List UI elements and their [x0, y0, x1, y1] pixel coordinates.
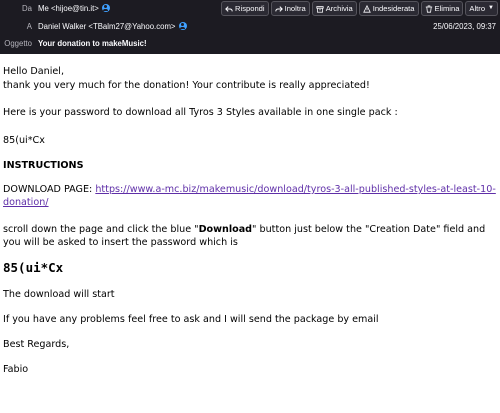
- message-date: 25/06/2023, 09:37: [433, 22, 496, 31]
- password-mono: 85(ui*Cx: [3, 260, 64, 275]
- greeting: Hello Daniel,: [3, 66, 64, 77]
- scroll-instructions: [3, 224, 497, 249]
- reply-label: Rispondi: [235, 4, 265, 13]
- message-toolbar: [221, 1, 498, 17]
- forward-button[interactable]: [271, 1, 310, 16]
- delete-button[interactable]: [421, 1, 464, 16]
- archive-label: Archivia: [325, 4, 353, 13]
- archive-icon: [316, 5, 324, 13]
- more-label: Altro: [469, 4, 486, 13]
- scroll-before: scroll down the page and click the blue ": [3, 224, 199, 235]
- junk-icon: [363, 5, 371, 13]
- subject-value: Your donation to makeMusic!: [38, 39, 147, 48]
- chevron-down-icon: ▼: [488, 5, 494, 11]
- download-start: The download will start: [3, 289, 115, 300]
- junk-label: Indesiderata: [372, 4, 415, 13]
- download-label: DOWNLOAD PAGE:: [3, 184, 96, 195]
- download-link[interactable]: https://www.a-mc.biz/makemusic/download/tyros-3-all-published-styles-at-least-10-donation/: [3, 184, 496, 208]
- thanks-line: thank you very much for the donation! Your contribute is really appreciated!: [3, 80, 370, 91]
- download-line: [3, 184, 497, 209]
- to-row: [0, 18, 500, 36]
- subject-row: [0, 35, 500, 53]
- to-address[interactable]: Daniel Walker <TBalm27@Yahoo.com>: [38, 22, 176, 31]
- from-value[interactable]: [38, 0, 110, 18]
- reply-icon: [225, 5, 233, 13]
- more-button[interactable]: [465, 1, 498, 16]
- regards: Best Regards,: [3, 339, 70, 350]
- junk-button[interactable]: [359, 1, 419, 16]
- forward-label: Inoltra: [284, 4, 306, 13]
- contact-icon[interactable]: [179, 22, 187, 30]
- forward-icon: [275, 5, 283, 13]
- to-label: A: [26, 22, 32, 31]
- password-plain: 85(ui*Cx: [3, 135, 45, 146]
- from-label: Da: [22, 4, 32, 13]
- archive-button[interactable]: [312, 1, 357, 16]
- trash-icon: [425, 5, 433, 13]
- contact-icon[interactable]: [102, 4, 110, 12]
- signature: Fabio: [3, 364, 29, 375]
- problems-line: If you have any problems feel free to ask and I will send the package by email: [3, 314, 379, 325]
- download-bold: Download: [198, 224, 253, 235]
- to-value[interactable]: [38, 18, 187, 36]
- message-header: [0, 0, 500, 54]
- from-address[interactable]: Me <hijoe@tin.it>: [38, 4, 99, 13]
- delete-label: Elimina: [434, 4, 460, 13]
- subject-label: Oggetto: [4, 39, 32, 48]
- scroll-after: " button just below the "Creation Date" field and you will be asked to insert the password which is: [3, 224, 486, 248]
- instructions-heading: INSTRUCTIONS: [3, 160, 84, 171]
- reply-button[interactable]: [221, 1, 269, 16]
- intro-line: Here is your password to download all Tyros 3 Styles available in one single pack :: [3, 107, 398, 118]
- from-row: [0, 0, 500, 18]
